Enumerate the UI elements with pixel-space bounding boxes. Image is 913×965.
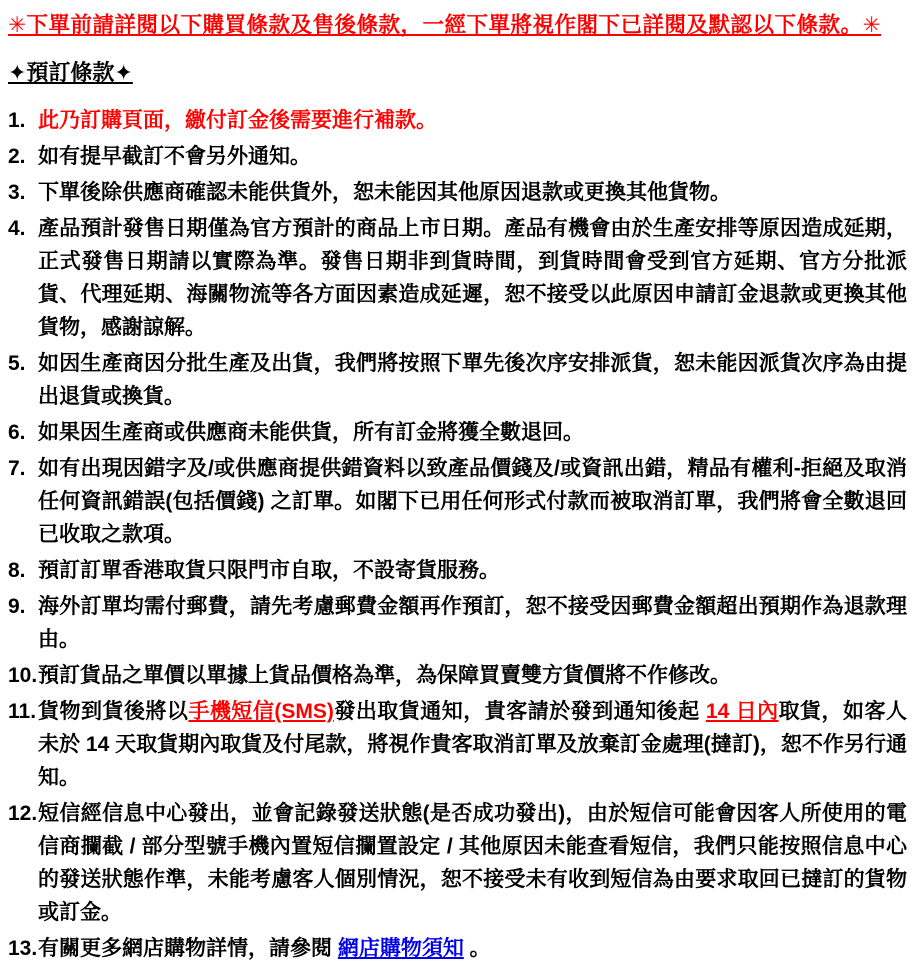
term-item-13 [8,932,907,965]
term-text: 下單後除供應商確認未能供貨外，恕未能因其他原因退款或更換其他貨物。 [38,181,731,204]
term-text: 如有出現因錯字及/或供應商提供錯資料以致產品價錢及/或資訊出錯，精品有權利-拒絕及取消任何資訊錯誤(包括價錢) 之訂單。如閣下已用任何形式付款而被取消訂單，我們將會全數退回已收取之款項。 [38,457,907,546]
term-number: 4. [8,217,26,240]
term-text: 貨物到貨後將以 [38,700,189,723]
term-number: 13. [8,937,38,960]
term-number: 3. [8,181,26,204]
term-item-9 [8,590,907,656]
term-number: 1. [8,109,26,132]
term-text: 14 日內 [705,700,779,723]
term-text: 如因生產商因分批生產及出貨，我們將按照下單先後次序安排派貨，恕未能因派貨次序為由提出退貨或換貨。 [38,352,907,408]
store-shopping-notice-link[interactable]: 網店購物須知 [337,937,464,960]
term-item-10 [8,659,907,692]
term-number: 11. [8,700,37,723]
term-item-8 [8,554,907,587]
term-number: 12. [8,802,38,825]
term-item-11 [8,695,907,794]
pre-order-warning-header: ✳下單前請詳閱以下購買條款及售後條款，一經下單將視作閣下已詳閱及默認以下條款。✳ [8,13,882,37]
term-number: 2. [8,145,26,168]
term-item-7 [8,452,907,551]
section-title-preorder-terms: ✦預訂條款✦ [8,60,133,85]
term-number: 8. [8,559,26,582]
term-item-3 [8,176,907,209]
term-number: 5. [8,352,26,375]
term-text: 產品預計發售日期僅為官方預計的商品上市日期。產品有機會由於生產安排等原因造成延期，正式發售日期請以實際為準。發售日期非到貨時間，到貨時間會受到官方延期、官方分批派貨、代理延期、海關物流等各方面因素造成延遲，恕不接受以此原因申請訂金退款或更換其他貨物，感謝諒解。 [38,217,907,339]
term-text: 短信經信息中心發出，並會記錄發送狀態(是否成功發出)，由於短信可能會因客人所使用的電信商攔截 / 部分型號手機內置短信攔置設定 / 其他原因未能查看短信，我們只能按照信息中心的發送狀態作準，未能考慮客人個別情況，恕不接受未有收到短信為由要求取回已撻訂的貨物或訂金。 [38,802,907,924]
term-text: 如有提早截訂不會另外通知。 [38,145,311,168]
term-item-6 [8,416,907,449]
terms-list [8,104,907,965]
term-number: 6. [8,421,26,444]
term-text: 此乃訂購頁面，繳付訂金後需要進行補款。 [38,109,437,132]
term-text: 取貨，如客人未於 14 天取貨期內取貨及付尾款，將視作貴客取消訂單及放棄訂金處理(撻訂)，恕不作另行通知。 [38,700,907,789]
term-text: 。 [463,937,491,960]
term-item-12 [8,797,907,929]
term-text: 預訂貨品之單價以單據上貨品價格為準，為保障買賣雙方貨價將不作修改。 [38,664,731,687]
term-text: 預訂訂單香港取貨只限門市自取，不設寄貨服務。 [38,559,500,582]
term-number: 10. [8,664,38,687]
term-text: 如果因生產商或供應商未能供貨，所有訂金將獲全數退回。 [38,421,584,444]
term-number: 9. [8,595,26,618]
term-text: 海外訂單均需付郵費，請先考慮郵費金額再作預訂，恕不接受因郵費金額超出預期作為退款理由。 [38,595,907,651]
term-item-5 [8,347,907,413]
term-item-1 [8,104,907,137]
term-text: 發出取貨通知，貴客請於發到通知後起 [333,700,706,723]
term-item-2 [8,140,907,173]
term-item-4 [8,212,907,344]
term-text: 有關更多網店購物詳情，請參閱 [38,937,338,960]
term-text: 手機短信(SMS) [188,700,334,723]
term-number: 7. [8,457,26,480]
